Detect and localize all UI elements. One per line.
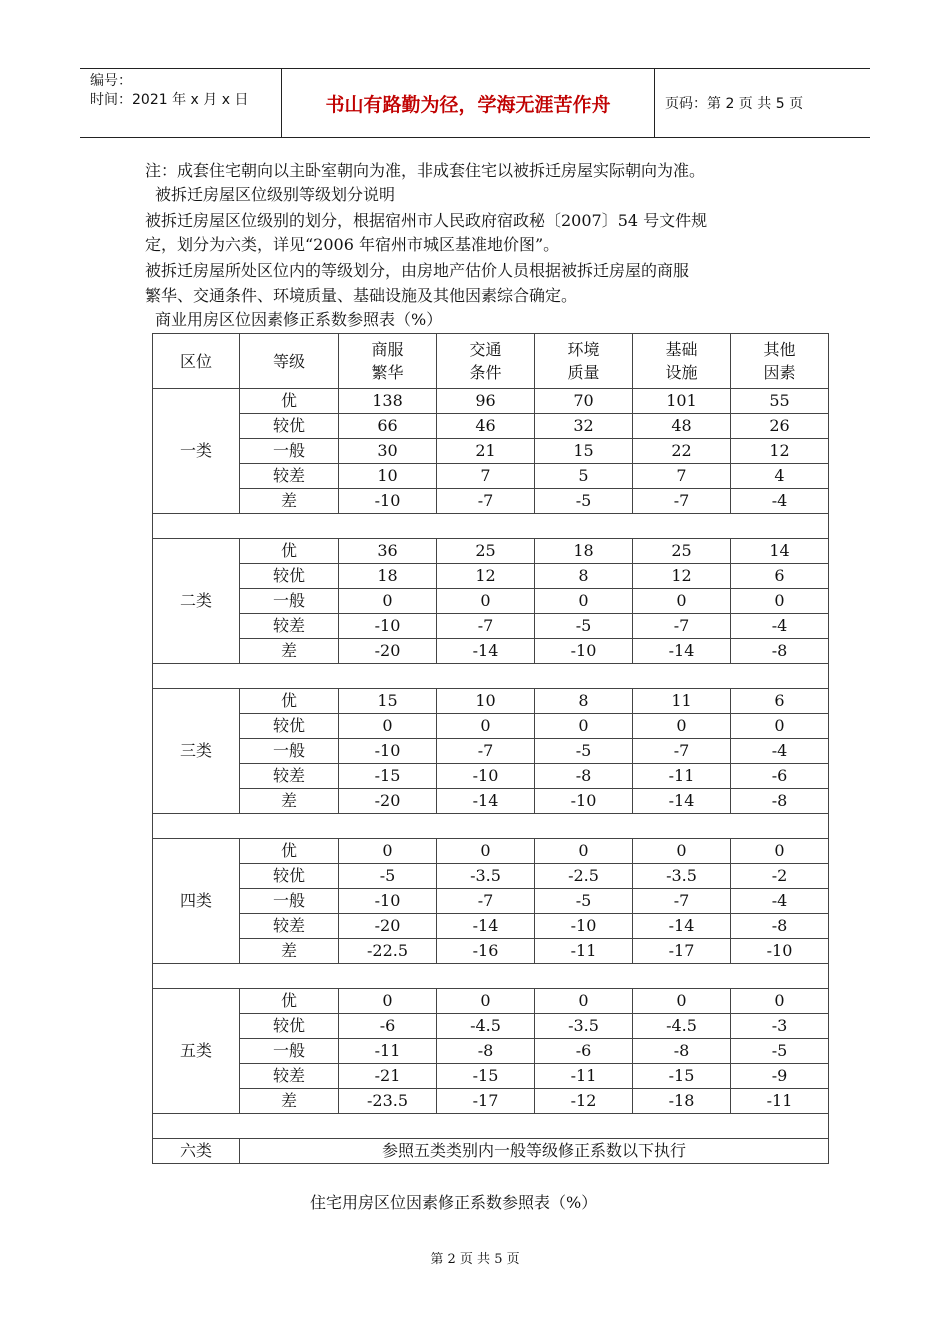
value-cell: 22 (633, 439, 731, 464)
value-cell: -4 (731, 889, 829, 914)
value-cell: -7 (437, 489, 535, 514)
grade-cell: 优 (240, 839, 339, 864)
value-cell: -2.5 (535, 864, 633, 889)
value-cell: -8 (437, 1039, 535, 1064)
table-row (153, 764, 829, 789)
value-cell: -14 (437, 789, 535, 814)
value-cell: 0 (731, 839, 829, 864)
value-cell: 0 (437, 839, 535, 864)
value-cell: -12 (535, 1089, 633, 1114)
grade-cell: 较优 (240, 414, 339, 439)
value-cell: 0 (437, 589, 535, 614)
value-cell: -6 (731, 764, 829, 789)
paragraph-2-line-1: 被拆迁房屋所处区位内的等级划分，由房地产估价人员根据被拆迁房屋的商服 (145, 261, 690, 280)
value-cell: -9 (731, 1064, 829, 1089)
value-cell: -10 (339, 739, 437, 764)
grade-cell: 较差 (240, 464, 339, 489)
value-cell: 18 (535, 539, 633, 564)
header-infrastructure: 基础 设施 (633, 334, 731, 389)
grade-cell: 较差 (240, 614, 339, 639)
value-cell: 0 (339, 989, 437, 1014)
value-cell: -4.5 (437, 1014, 535, 1039)
value-cell: 12 (633, 564, 731, 589)
document-number-label: 编号： (90, 73, 132, 89)
value-cell: -10 (731, 939, 829, 964)
grade-cell: 较差 (240, 914, 339, 939)
value-cell: -6 (339, 1014, 437, 1039)
header-motto: 书山有路勤为径，学海无涯苦作舟 (282, 69, 655, 137)
value-cell: 101 (633, 389, 731, 414)
table-row (153, 414, 829, 439)
grade-cell: 差 (240, 789, 339, 814)
value-cell: -11 (339, 1039, 437, 1064)
value-cell: -5 (731, 1039, 829, 1064)
value-cell: -10 (339, 889, 437, 914)
value-cell: 96 (437, 389, 535, 414)
table-row (153, 539, 829, 564)
value-cell: -10 (535, 789, 633, 814)
header-zone: 区位 (153, 334, 240, 389)
value-cell: -8 (731, 639, 829, 664)
grade-cell: 一般 (240, 739, 339, 764)
value-cell: -15 (339, 764, 437, 789)
value-cell: 0 (339, 839, 437, 864)
value-cell: -7 (437, 889, 535, 914)
value-cell: 0 (535, 989, 633, 1014)
value-cell: -11 (731, 1089, 829, 1114)
value-cell: -5 (535, 489, 633, 514)
page-footer: 第 2 页 共 5 页 (430, 1252, 520, 1267)
value-cell: 8 (535, 689, 633, 714)
grade-cell: 较差 (240, 1064, 339, 1089)
value-cell: 0 (633, 989, 731, 1014)
value-cell: 36 (339, 539, 437, 564)
value-cell: -14 (633, 914, 731, 939)
paragraph-2-line-2: 繁华、交通条件、环境质量、基础设施及其他因素综合确定。 (145, 286, 578, 305)
table-row (153, 614, 829, 639)
value-cell: -22.5 (339, 939, 437, 964)
table-row (153, 1089, 829, 1114)
value-cell: 14 (731, 539, 829, 564)
table-row (153, 989, 829, 1014)
value-cell: 32 (535, 414, 633, 439)
spacer-cell (153, 814, 829, 839)
value-cell: 30 (339, 439, 437, 464)
table-row (153, 889, 829, 914)
table-title: 商业用房区位因素修正系数参照表（%） (155, 310, 443, 329)
value-cell: 48 (633, 414, 731, 439)
value-cell: -8 (633, 1039, 731, 1064)
value-cell: 10 (339, 464, 437, 489)
value-cell: -7 (633, 489, 731, 514)
table-row (153, 389, 829, 414)
spacer-cell (153, 964, 829, 989)
value-cell: 0 (437, 989, 535, 1014)
value-cell: 6 (731, 564, 829, 589)
value-cell: 0 (731, 989, 829, 1014)
table-row (153, 914, 829, 939)
grade-cell: 差 (240, 489, 339, 514)
header-page-info: 页码：第 2 页 共 5 页 (665, 96, 804, 112)
value-cell: -10 (339, 489, 437, 514)
value-cell: 5 (535, 464, 633, 489)
next-table-title: 住宅用房区位因素修正系数参照表（%） (310, 1193, 598, 1212)
value-cell: -3.5 (633, 864, 731, 889)
grade-cell: 优 (240, 989, 339, 1014)
value-cell: -14 (633, 639, 731, 664)
header-other-factors: 其他 因素 (731, 334, 829, 389)
grade-cell: 一般 (240, 589, 339, 614)
value-cell: -7 (633, 889, 731, 914)
value-cell: -11 (535, 1064, 633, 1089)
value-cell: -14 (633, 789, 731, 814)
value-cell: -5 (535, 614, 633, 639)
grade-cell: 较差 (240, 764, 339, 789)
grade-cell: 较优 (240, 864, 339, 889)
value-cell: -10 (437, 764, 535, 789)
value-cell: 7 (437, 464, 535, 489)
zone-cell: 二类 (153, 539, 240, 664)
value-cell: -17 (437, 1089, 535, 1114)
value-cell: -5 (339, 864, 437, 889)
value-cell: -7 (633, 739, 731, 764)
spacer-row (153, 514, 829, 539)
value-cell: 8 (535, 564, 633, 589)
value-cell: -10 (535, 639, 633, 664)
value-cell: 18 (339, 564, 437, 589)
table-header-row (153, 334, 829, 389)
value-cell: -20 (339, 639, 437, 664)
value-cell: -3 (731, 1014, 829, 1039)
spacer-row (153, 814, 829, 839)
spacer-cell (153, 1114, 829, 1139)
spacer-row (153, 1114, 829, 1139)
table-row (153, 739, 829, 764)
commercial-location-factor-table (152, 333, 829, 1164)
grade-cell: 差 (240, 1089, 339, 1114)
spacer-cell (153, 664, 829, 689)
spacer-row (153, 964, 829, 989)
value-cell: 0 (535, 839, 633, 864)
grade-cell: 优 (240, 539, 339, 564)
value-cell: -4 (731, 614, 829, 639)
table-row (153, 839, 829, 864)
grade-cell: 差 (240, 639, 339, 664)
table-row (153, 689, 829, 714)
value-cell: -14 (437, 914, 535, 939)
grade-cell: 优 (240, 389, 339, 414)
value-cell: -18 (633, 1089, 731, 1114)
value-cell: -10 (339, 614, 437, 639)
value-cell: -16 (437, 939, 535, 964)
table-row (153, 564, 829, 589)
section-title: 被拆迁房屋区位级别等级划分说明 (155, 185, 396, 204)
table-row (153, 789, 829, 814)
value-cell: 46 (437, 414, 535, 439)
grade-cell: 一般 (240, 439, 339, 464)
zone-cell: 三类 (153, 689, 240, 814)
value-cell: 4 (731, 464, 829, 489)
value-cell: 12 (437, 564, 535, 589)
table-row (153, 589, 829, 614)
table-row (153, 489, 829, 514)
header-grade: 等级 (240, 334, 339, 389)
value-cell: -8 (731, 789, 829, 814)
value-cell: 7 (633, 464, 731, 489)
value-cell: -2 (731, 864, 829, 889)
value-cell: 25 (437, 539, 535, 564)
paragraph-1-line-1: 被拆迁房屋区位级别的划分，根据宿州市人民政府宿政秘〔2007〕54 号文件规 (145, 211, 708, 230)
header-traffic: 交通 条件 (437, 334, 535, 389)
value-cell: -11 (633, 764, 731, 789)
value-cell: 66 (339, 414, 437, 439)
zone-cell: 五类 (153, 989, 240, 1114)
document-date: 时间：2021 年 x 月 x 日 (90, 92, 249, 108)
value-cell: 0 (437, 714, 535, 739)
value-cell: -11 (535, 939, 633, 964)
value-cell: 70 (535, 389, 633, 414)
value-cell: -3.5 (437, 864, 535, 889)
value-cell: 12 (731, 439, 829, 464)
table-row (153, 639, 829, 664)
value-cell: -7 (437, 739, 535, 764)
table-row (153, 1039, 829, 1064)
value-cell: 0 (633, 714, 731, 739)
value-cell: 138 (339, 389, 437, 414)
header-environment: 环境 质量 (535, 334, 633, 389)
value-cell: 0 (339, 714, 437, 739)
value-cell: -4.5 (633, 1014, 731, 1039)
value-cell: 6 (731, 689, 829, 714)
value-cell: -20 (339, 914, 437, 939)
grade-cell: 较优 (240, 1014, 339, 1039)
value-cell: -8 (535, 764, 633, 789)
value-cell: -14 (437, 639, 535, 664)
value-cell: 26 (731, 414, 829, 439)
value-cell: 0 (535, 589, 633, 614)
table-row (153, 464, 829, 489)
value-cell: -23.5 (339, 1089, 437, 1114)
table-row-last (153, 1139, 829, 1164)
value-cell: 15 (339, 689, 437, 714)
value-cell: 21 (437, 439, 535, 464)
table-row (153, 864, 829, 889)
value-cell: 0 (535, 714, 633, 739)
value-cell: 25 (633, 539, 731, 564)
header-commercial: 商服 繁华 (339, 334, 437, 389)
value-cell: -6 (535, 1039, 633, 1064)
table-row (153, 939, 829, 964)
value-cell: 10 (437, 689, 535, 714)
grade-cell: 较优 (240, 714, 339, 739)
value-cell: 0 (339, 589, 437, 614)
last-row-note: 参照五类类别内一般等级修正系数以下执行 (240, 1139, 829, 1164)
value-cell: -10 (535, 914, 633, 939)
spacer-cell (153, 514, 829, 539)
note-text: 注：成套住宅朝向以主卧室朝向为准，非成套住宅以被拆迁房屋实际朝向为准。 (145, 161, 706, 180)
grade-cell: 一般 (240, 1039, 339, 1064)
table-row (153, 439, 829, 464)
zone-cell: 四类 (153, 839, 240, 964)
paragraph-1-line-2: 定，划分为六类，详见“2006 年宿州市城区基准地价图”。 (145, 235, 560, 254)
zone-cell: 一类 (153, 389, 240, 514)
value-cell: -21 (339, 1064, 437, 1089)
value-cell: -5 (535, 739, 633, 764)
header-meta (80, 69, 282, 137)
value-cell: 15 (535, 439, 633, 464)
value-cell: -20 (339, 789, 437, 814)
value-cell: 0 (633, 589, 731, 614)
grade-cell: 较优 (240, 564, 339, 589)
value-cell: -7 (437, 614, 535, 639)
value-cell: -15 (437, 1064, 535, 1089)
grade-cell: 一般 (240, 889, 339, 914)
value-cell: -8 (731, 914, 829, 939)
table-row (153, 1014, 829, 1039)
value-cell: -7 (633, 614, 731, 639)
value-cell: -17 (633, 939, 731, 964)
value-cell: -4 (731, 489, 829, 514)
value-cell: 0 (731, 589, 829, 614)
grade-cell: 优 (240, 689, 339, 714)
spacer-row (153, 664, 829, 689)
grade-cell: 差 (240, 939, 339, 964)
page-header (80, 68, 870, 138)
value-cell: 0 (633, 839, 731, 864)
value-cell: 55 (731, 389, 829, 414)
value-cell: -5 (535, 889, 633, 914)
value-cell: -4 (731, 739, 829, 764)
zone-cell: 六类 (153, 1139, 240, 1164)
table-row (153, 1064, 829, 1089)
value-cell: -3.5 (535, 1014, 633, 1039)
value-cell: -15 (633, 1064, 731, 1089)
table-row (153, 714, 829, 739)
value-cell: 11 (633, 689, 731, 714)
value-cell: 0 (731, 714, 829, 739)
